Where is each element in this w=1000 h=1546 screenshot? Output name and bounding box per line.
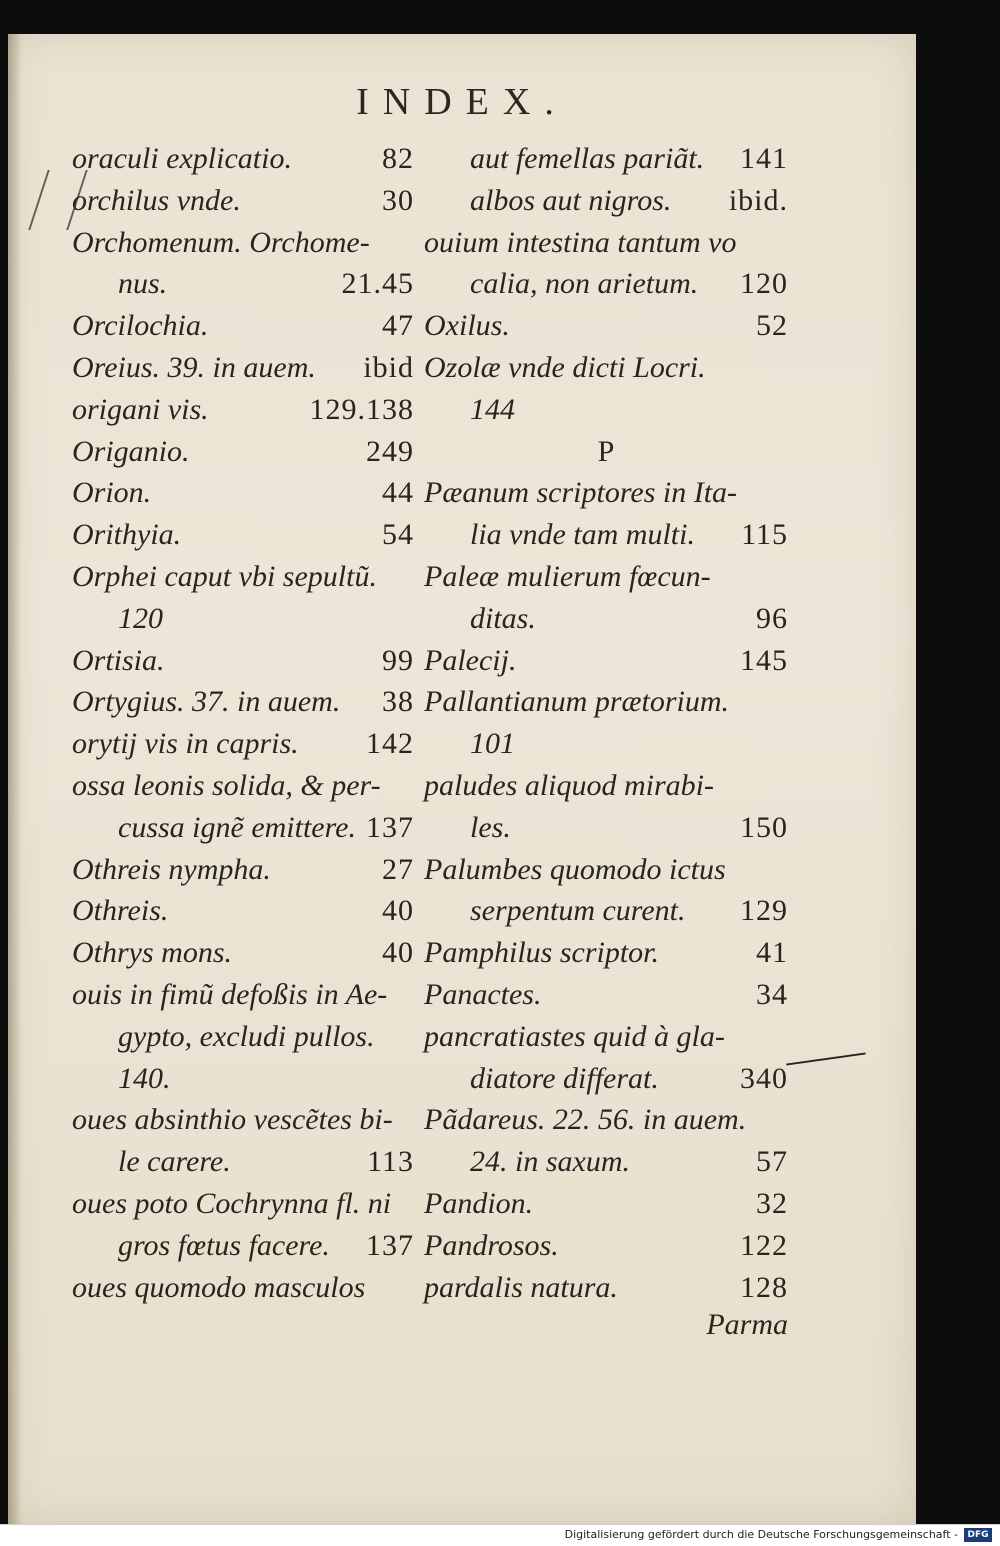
entry-term: orchilus vnde. — [72, 183, 241, 217]
entry-page-ref: 122 — [740, 1228, 788, 1262]
entry-page-ref: 150 — [740, 810, 788, 844]
entry-page-ref: 52 — [756, 309, 788, 343]
entry-term: ditas. — [470, 601, 536, 635]
entry-term: Orcilochia. — [72, 309, 209, 343]
entry-page-ref: 44 — [382, 476, 414, 510]
entry-page-ref: 82 — [382, 142, 414, 175]
entry-page-ref: 249 — [366, 434, 414, 468]
index-entry — [424, 1099, 788, 1141]
entry-page-ref: 141 — [740, 142, 788, 175]
entry-page-ref: 32 — [756, 1186, 788, 1220]
entry-page-ref: 40 — [382, 894, 414, 928]
entry-term: oues poto Cochrynna fl. ni — [72, 1186, 392, 1220]
catchword: Parma — [706, 1308, 788, 1342]
entry-term: paludes aliquod mirabi- — [424, 768, 714, 802]
index-entry — [424, 640, 788, 682]
entry-term: Ortisia. — [72, 643, 165, 677]
entry-page-ref: 113 — [367, 1145, 414, 1179]
index-entry — [424, 305, 788, 347]
index-entry — [72, 640, 414, 682]
index-entry — [72, 974, 414, 1016]
marginal-pen-dash — [786, 1052, 865, 1065]
index-entry — [72, 138, 414, 180]
index-entry — [72, 1099, 414, 1141]
index-entry — [424, 222, 788, 264]
index-entry — [72, 389, 414, 431]
index-entry — [72, 1183, 414, 1225]
entry-term: Othreis. — [72, 894, 169, 928]
entry-term: albos aut nigros. — [470, 183, 672, 217]
entry-page-ref: 96 — [756, 601, 788, 635]
entry-term: oues quomodo masculos — [72, 1270, 366, 1304]
index-entry — [424, 347, 788, 389]
index-entry — [424, 723, 788, 765]
entry-term: Pãdareus. 22. 56. in auem. — [424, 1103, 747, 1137]
entry-term: Pallantianum prætorium. — [424, 685, 730, 719]
index-entry — [72, 932, 414, 974]
entry-term: Ozolæ vnde dicti Locri. — [424, 350, 706, 384]
index-entry — [72, 514, 414, 556]
entry-page-ref: 30 — [382, 183, 414, 217]
footer-credit: Digitalisierung gefördert durch die Deutsche Forschungsgemeinschaft - — [564, 1528, 958, 1541]
entry-term: 24. in saxum. — [470, 1145, 630, 1179]
entry-term: ouium intestina tantum vo — [424, 225, 737, 259]
index-entry — [424, 807, 788, 849]
index-entry — [72, 598, 414, 640]
index-entry — [424, 263, 788, 305]
entry-term: Pandrosos. — [424, 1228, 559, 1262]
entry-term: origani vis. — [72, 392, 209, 426]
entry-term: gros fœtus facere. — [118, 1228, 330, 1262]
entry-page-ref: 340 — [740, 1061, 788, 1095]
entry-term: Othrys mons. — [72, 936, 233, 970]
entry-term: pardalis natura. — [424, 1270, 618, 1304]
index-entry — [72, 1225, 414, 1267]
index-entry — [72, 1267, 414, 1309]
index-entry — [424, 849, 788, 891]
entry-page-ref: 137 — [366, 1228, 414, 1262]
entry-term: Palecij. — [424, 643, 517, 677]
dfg-logo: DFG — [964, 1528, 992, 1542]
index-entry — [72, 305, 414, 347]
entry-page-ref: 21.45 — [341, 267, 414, 301]
page-spine-shadow — [8, 34, 22, 1524]
entry-term: les. — [470, 810, 511, 844]
entry-page-ref: 41 — [756, 936, 788, 970]
index-entry — [72, 180, 414, 222]
entry-page-ref: 137 — [366, 810, 414, 844]
entry-page-ref: 142 — [366, 727, 414, 761]
index-entry — [424, 1141, 788, 1183]
digitization-footer — [0, 1524, 1000, 1546]
entry-term: ouis in fimũ defoßis in Ae- — [72, 977, 388, 1011]
entry-term: Orion. — [72, 476, 152, 510]
index-column-right — [424, 138, 788, 1342]
entry-term: le carere. — [118, 1145, 231, 1179]
index-entry — [72, 1141, 414, 1183]
entry-page-ref: 128 — [740, 1270, 788, 1304]
entry-term: Origanio. — [72, 434, 190, 468]
entry-term: Orithyia. — [72, 518, 182, 552]
entry-page-ref: 129.138 — [309, 392, 414, 426]
entry-term: Orphei caput vbi sepultũ. — [72, 559, 377, 593]
index-entry — [424, 138, 788, 180]
index-entry — [72, 431, 414, 473]
entry-term: P — [597, 434, 615, 468]
entry-term: ossa leonis solida, & per- — [72, 768, 381, 802]
index-entry — [424, 1225, 788, 1267]
entry-term: lia vnde tam multi. — [470, 518, 695, 552]
entry-term: 140. — [118, 1061, 171, 1095]
entry-term: Pamphilus scriptor. — [424, 936, 660, 970]
entry-term: Oreius. 39. in auem. — [72, 350, 316, 384]
entry-page-ref: 47 — [382, 309, 414, 343]
index-entry — [424, 514, 788, 556]
entry-term: 144 — [470, 392, 515, 426]
index-entry — [424, 1267, 788, 1309]
index-entry — [72, 472, 414, 514]
entry-page-ref: 129 — [740, 894, 788, 928]
entry-term: Orchomenum. Orchome- — [72, 225, 370, 259]
index-entry — [72, 263, 414, 305]
index-entry — [72, 1016, 414, 1058]
index-entry — [424, 472, 788, 514]
entry-term: Oxilus. — [424, 309, 510, 343]
entry-page-ref: 34 — [756, 977, 788, 1011]
entry-term: gypto, excludi pullos. — [118, 1019, 375, 1053]
entry-page-ref: 99 — [382, 643, 414, 677]
entry-page-ref: 40 — [382, 936, 414, 970]
entry-term: pancratiastes quid à gla- — [424, 1019, 725, 1053]
index-entry — [72, 222, 414, 264]
index-entry — [424, 974, 788, 1016]
index-entry — [424, 1016, 788, 1058]
index-entry — [424, 389, 788, 431]
entry-term: Ortygius. 37. in auem. — [72, 685, 341, 719]
entry-term: aut femellas pariãt. — [470, 142, 705, 175]
entry-page-ref: 57 — [756, 1145, 788, 1179]
index-entry — [424, 681, 788, 723]
entry-term: diatore differat. — [470, 1061, 659, 1095]
entry-term: Othreis nympha. — [72, 852, 271, 886]
entry-term: Palumbes quomodo ictus — [424, 852, 726, 886]
entry-page-ref: ibid. — [728, 183, 788, 217]
entry-term: 101 — [470, 727, 515, 761]
entry-term: Panactes. — [424, 977, 542, 1011]
index-entry — [424, 180, 788, 222]
index-entry — [72, 807, 414, 849]
entry-term: nus. — [118, 267, 168, 301]
index-entry — [424, 932, 788, 974]
entry-term: 120 — [118, 601, 163, 635]
index-entry — [72, 765, 414, 807]
entry-term: Pandion. — [424, 1186, 534, 1220]
entry-term: Pæanum scriptores in Ita- — [424, 476, 738, 510]
entry-page-ref: 145 — [740, 643, 788, 677]
running-header: INDEX. — [356, 81, 568, 123]
index-entry — [72, 347, 414, 389]
entry-term: oraculi explicatio. — [72, 142, 292, 175]
entry-term: orytij vis in capris. — [72, 727, 299, 761]
index-entry — [424, 431, 788, 473]
entry-term: oues absinthio vescẽtes bi- — [72, 1103, 393, 1137]
entry-page-ref: 27 — [382, 852, 414, 886]
entry-term: calia, non arietum. — [470, 267, 699, 301]
index-entry — [72, 556, 414, 598]
index-entry — [72, 681, 414, 723]
entry-page-ref: 54 — [382, 518, 414, 552]
index-entry — [424, 598, 788, 640]
index-entry — [72, 1058, 414, 1100]
index-entry — [424, 1183, 788, 1225]
index-entry — [72, 723, 414, 765]
book-page — [8, 34, 916, 1524]
entry-term: Paleæ mulierum fœcun- — [424, 559, 711, 593]
entry-page-ref: ibid — [363, 350, 414, 384]
entry-term: serpentum curent. — [470, 894, 686, 928]
entry-page-ref: 115 — [741, 518, 788, 552]
index-column-left — [72, 138, 414, 1308]
index-entry — [72, 849, 414, 891]
entry-page-ref: 38 — [382, 685, 414, 719]
index-entry — [424, 1058, 788, 1100]
index-entry — [424, 765, 788, 807]
entry-term: cussa ignẽ emittere. — [118, 810, 356, 844]
index-entry — [72, 890, 414, 932]
entry-page-ref: 120 — [740, 267, 788, 301]
index-entry — [424, 556, 788, 598]
index-entry — [424, 890, 788, 932]
